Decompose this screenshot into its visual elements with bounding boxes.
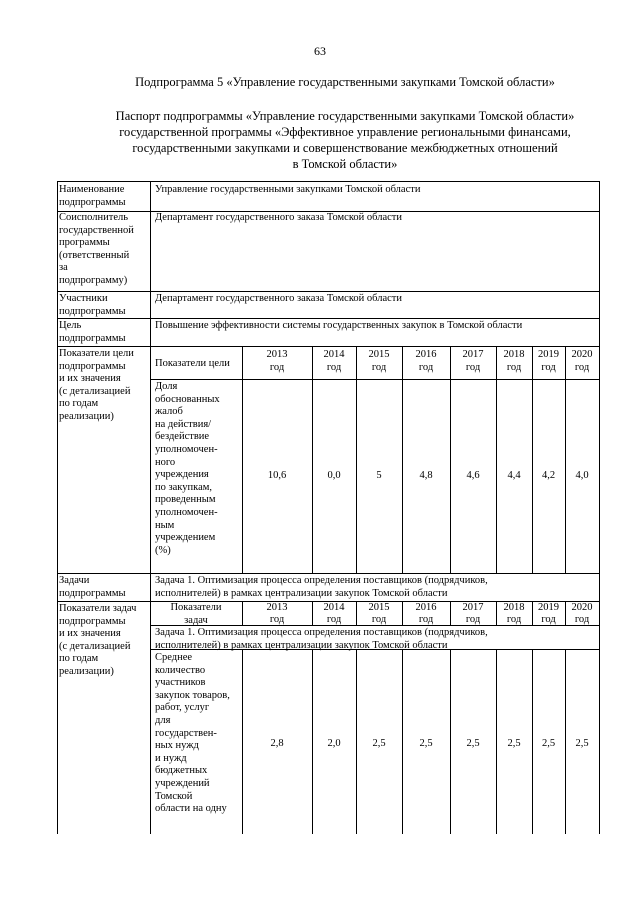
grid-line	[356, 346, 357, 573]
row-label-goal-indicators: и их значения	[59, 373, 121, 385]
goal-indicator-value: 4,0	[575, 470, 589, 481]
task-indicator-text: Томской	[155, 790, 193, 802]
goal-year-word: год	[506, 362, 522, 373]
task-indicator-text: области на одну	[155, 803, 227, 815]
row-label-goal-indicators: по годам	[59, 398, 99, 410]
grid-line	[57, 291, 600, 292]
task-indicator-text: Среднее	[155, 652, 193, 663]
grid-line	[312, 346, 313, 573]
row-label-name: Наименование	[59, 184, 125, 195]
task-indicator-value: 2,5	[507, 738, 521, 749]
goal-indicator-text: на действия/	[155, 418, 212, 430]
task-indicators-task: исполнителей) в рамках централизации закупок Томской области	[155, 639, 448, 651]
goal-indicator-text: (%)	[155, 544, 171, 556]
row-label-goal: подпрограммы	[59, 332, 126, 344]
goal-year-header: 2016	[415, 349, 437, 360]
row-label-coexecutor: Соисполнитель	[59, 212, 129, 223]
task-year-word: год	[371, 614, 387, 625]
task-year-header: 2020	[571, 602, 593, 613]
task-year-word: год	[326, 614, 342, 625]
row-value-goal: Повышение эффективности системы государственных закупок в Томской области	[155, 320, 523, 331]
goal-indicator-value: 0,0	[327, 470, 341, 481]
task-indicator-text: участников	[155, 677, 206, 689]
row-label-goal-indicators: реализации)	[59, 411, 114, 422]
goal-indicator-text: учреждением	[155, 532, 216, 544]
goal-year-header: 2019	[538, 349, 559, 360]
goal-indicator-value: 4,8	[419, 470, 433, 481]
row-label-coexecutor: подпрограмму)	[59, 275, 128, 286]
row-label-participants: подпрограммы	[59, 305, 126, 317]
goal-indicator-text: учреждения	[155, 469, 209, 481]
row-label-task-indicators: и их значения	[59, 628, 121, 640]
task-indicator-value: 2,5	[466, 738, 480, 749]
goal-indicator-value: 4,4	[507, 470, 521, 481]
goal-year-word: год	[418, 362, 434, 373]
goal-indicator-text: бездействие	[155, 431, 210, 443]
task-year-header: 2019	[538, 602, 559, 613]
grid-line	[57, 573, 600, 574]
task-indicator-text: закупок товаров,	[155, 689, 230, 701]
task-indicator-text: работ, услуг	[155, 702, 210, 714]
grid-line	[450, 346, 451, 573]
row-label-task-indicators: подпрограммы	[59, 615, 126, 627]
task-indicators-header: задач	[184, 614, 208, 626]
goal-indicator-text: ного	[155, 456, 176, 468]
task-year-header: 2016	[415, 602, 437, 613]
task-year-header: 2018	[503, 602, 525, 613]
goal-indicator-text: ным	[155, 519, 175, 531]
row-label-task-indicators: Показатели задач	[59, 603, 137, 614]
row-value-tasks: исполнителей) в рамках централизации закупок Томской области	[155, 587, 448, 599]
task-indicator-text: учреждений	[155, 778, 210, 789]
row-label-tasks: Задачи	[59, 575, 90, 586]
row-label-coexecutor: государственной	[59, 224, 134, 236]
table-right-border	[599, 181, 600, 834]
row-label-goal-indicators: Показатели цели	[59, 348, 134, 359]
task-indicator-text: и нужд	[155, 752, 187, 764]
task-indicators-header: Показатели	[170, 602, 222, 613]
row-label-coexecutor: программы	[59, 237, 110, 249]
row-label-task-indicators: (с детализацией	[59, 640, 131, 652]
row-value-name: Управление государственными закупками Томской области	[155, 184, 421, 195]
task-indicator-value: 2,0	[327, 738, 341, 749]
table-left-border	[57, 181, 58, 834]
goal-indicator-text: жалоб	[155, 406, 183, 418]
row-label-coexecutor: за	[59, 262, 68, 274]
task-year-word: год	[465, 614, 481, 625]
goal-year-header: 2013	[266, 349, 288, 360]
goal-indicator-value: 4,2	[541, 470, 556, 481]
passport-title-line: государственной программы «Эффективное управление региональными финансами,	[119, 125, 571, 139]
task-indicators-task: Задача 1. Оптимизация процесса определения поставщиков (подрядчиков,	[155, 627, 488, 638]
grid-line	[496, 346, 497, 573]
grid-line	[57, 346, 600, 347]
label-column-border	[150, 181, 151, 834]
goal-indicator-text: проведенным	[155, 494, 216, 506]
row-label-goal-indicators: подпрограммы	[59, 360, 126, 372]
goal-year-word: год	[371, 362, 387, 373]
goal-indicator-text: уполномочен-	[155, 444, 218, 455]
goal-indicator-text: уполномочен-	[155, 507, 218, 518]
row-label-task-indicators: реализации)	[59, 666, 114, 677]
row-value-coexecutor: Департамент государственного заказа Томской области	[155, 212, 402, 223]
goal-year-header: 2020	[571, 349, 593, 360]
task-indicator-text: для	[155, 715, 171, 726]
task-year-header: 2013	[266, 602, 288, 613]
subprogram-title: Подпрограмма 5 «Управление государственными закупками Томской области»	[135, 75, 555, 89]
grid-line	[57, 318, 600, 319]
goal-year-header: 2017	[462, 349, 484, 360]
goal-indicator-text: Доля	[155, 381, 178, 392]
task-year-header: 2014	[323, 602, 345, 613]
goal-year-header: 2014	[323, 349, 345, 360]
page-number: 63	[314, 44, 326, 58]
grid-line	[532, 346, 533, 573]
passport-title-line: в Томской области»	[292, 157, 398, 171]
task-year-word: год	[574, 614, 590, 625]
row-label-task-indicators: по годам	[59, 653, 99, 665]
row-label-name: подпрограммы	[59, 196, 126, 208]
task-year-header: 2015	[368, 602, 390, 613]
goal-indicator-value: 4,6	[466, 470, 480, 481]
goal-indicator-value: 10,6	[267, 470, 287, 481]
task-year-word: год	[541, 614, 556, 625]
goal-indicator-value: 5	[376, 470, 382, 481]
task-indicator-text: ных нужд	[155, 740, 199, 752]
row-label-goal: Цель	[59, 320, 82, 331]
row-value-tasks: Задача 1. Оптимизация процесса определения поставщиков (подрядчиков,	[155, 575, 488, 586]
task-indicator-value: 2,5	[419, 738, 433, 749]
passport-title-line: государственными закупками и совершенствование межбюджетных отношений	[132, 141, 558, 155]
table-top-border	[57, 181, 600, 182]
row-value-participants: Департамент государственного заказа Томской области	[155, 293, 402, 304]
task-indicator-value: 2,5	[575, 738, 589, 749]
task-indicator-value: 2,5	[372, 738, 386, 749]
task-indicator-value: 2,5	[541, 738, 556, 749]
goal-year-word: год	[269, 362, 285, 373]
row-label-coexecutor: (ответственный	[59, 249, 130, 261]
task-indicator-text: государствен-	[155, 727, 217, 739]
row-label-goal-indicators: (с детализацией	[59, 385, 131, 397]
row-label-participants: Участники	[59, 293, 108, 304]
goal-year-word: год	[541, 362, 556, 373]
grid-line	[242, 346, 243, 573]
task-year-header: 2017	[462, 602, 484, 613]
goal-year-word: год	[574, 362, 590, 373]
task-indicator-text: количество	[155, 664, 206, 676]
task-indicator-value: 2,8	[270, 738, 284, 749]
goal-year-header: 2015	[368, 349, 390, 360]
goal-indicator-text: по закупкам,	[155, 481, 212, 493]
passport-title-line: Паспорт подпрограммы «Управление государственными закупками Томской области»	[115, 109, 575, 123]
task-year-word: год	[418, 614, 434, 625]
task-indicator-text: бюджетных	[155, 765, 208, 777]
grid-line	[402, 346, 403, 573]
goal-indicators-header: Показатели цели	[155, 358, 230, 369]
goal-indicator-text: обоснованных	[155, 393, 220, 405]
goal-year-word: год	[465, 362, 481, 373]
grid-line	[565, 346, 566, 573]
task-year-word: год	[269, 614, 285, 625]
row-label-tasks: подпрограммы	[59, 587, 126, 599]
task-year-word: год	[506, 614, 522, 625]
goal-year-word: год	[326, 362, 342, 373]
goal-year-header: 2018	[503, 349, 525, 360]
